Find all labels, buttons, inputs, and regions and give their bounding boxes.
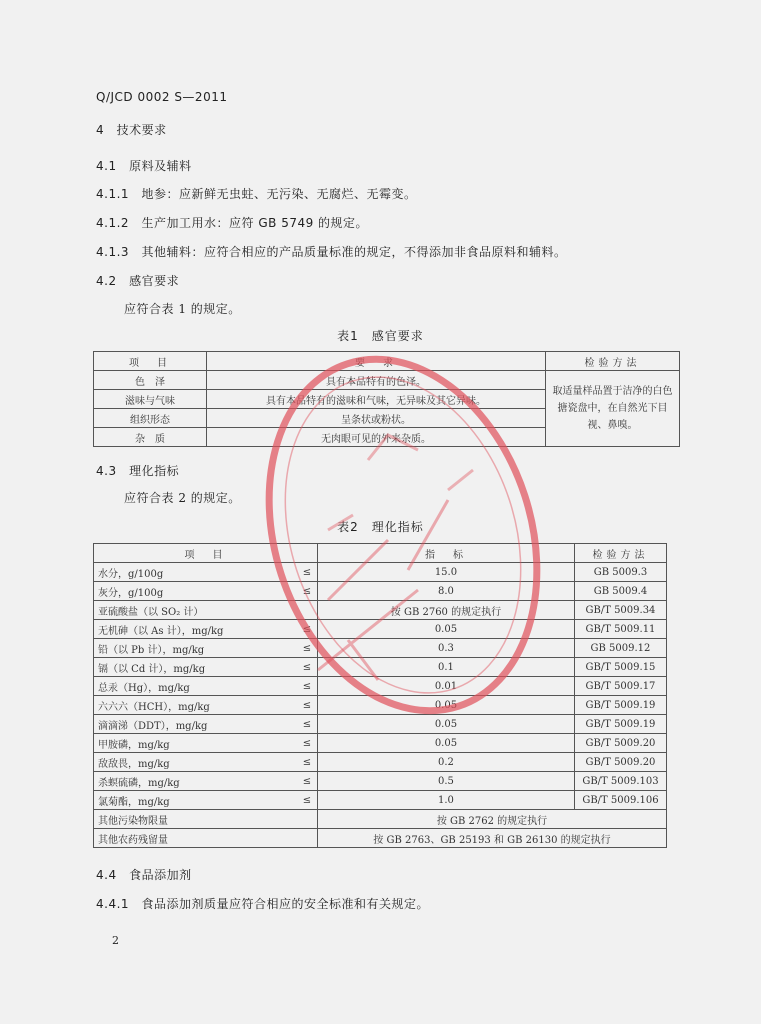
table1-header-item: 项 目 [94,352,207,371]
table2-value: 按 GB 2760 的规定执行 [317,601,574,620]
table1-method: 取适量样品置于洁净的白色搪瓷盘中，在自然光下目视、鼻嗅。 [546,371,680,447]
table2-item: 敌敌畏，mg/kg [94,753,297,772]
table2-value: 0.1 [317,658,574,677]
table2-method: GB/T 5009.15 [574,658,666,677]
table2-value: 0.5 [317,772,574,791]
table2-method: GB 5009.4 [574,582,666,601]
table2-item: 甲胺磷，mg/kg [94,734,297,753]
table2-item: 滴滴涕（DDT），mg/kg [94,715,297,734]
table2-item: 总汞（Hg），mg/kg [94,677,297,696]
table1-sensory [93,351,680,447]
section-4-4-1: 4.4.1 食品添加剂质量应符合相应的安全标准和有关规定。 [96,897,430,911]
table2-item: 铅（以 Pb 计），mg/kg [94,639,297,658]
le-symbol: ≤ [297,753,318,772]
table1-item: 组织形态 [94,409,207,428]
table2-value: 0.3 [317,639,574,658]
table2-method: GB/T 5009.17 [574,677,666,696]
table1-item: 滋味与气味 [94,390,207,409]
section-4-3-text: 应符合表 2 的规定。 [124,491,241,505]
table2-header-item: 项 目 [94,544,318,563]
section-4-3-heading: 4.3 理化指标 [96,464,180,478]
le-symbol: ≤ [297,772,318,791]
table2-header-method: 检验方法 [574,544,666,563]
table2-method: GB/T 5009.106 [574,791,666,810]
section-4-1-heading: 4.1 原料及辅料 [96,159,192,173]
table2-method: GB 5009.3 [574,563,666,582]
table2-value: 1.0 [317,791,574,810]
table1-header-requirement: 要 求 [207,352,546,371]
table2-item: 水分，g/100g [94,563,297,582]
table1-requirement: 呈条状或粉状。 [207,409,546,428]
table2-value: 0.05 [317,715,574,734]
page-number: 2 [112,934,120,947]
table2-item: 镉（以 Cd 计），mg/kg [94,658,297,677]
section-4-1-2: 4.1.2 生产加工用水：应符 GB 5749 的规定。 [96,216,369,230]
doc-code: Q/JCD 0002 S—2011 [96,90,228,104]
le-symbol: ≤ [297,620,318,639]
le-symbol: ≤ [297,715,318,734]
table2-value: 15.0 [317,563,574,582]
le-symbol: ≤ [297,696,318,715]
table2-method: GB/T 5009.11 [574,620,666,639]
table2-value: 按 GB 2763、GB 25193 和 GB 26130 的规定执行 [317,829,666,848]
table2-value: 0.01 [317,677,574,696]
table1-title: 表1 感官要求 [337,329,424,343]
table2-method: GB/T 5009.19 [574,696,666,715]
table2-physicochemical [93,543,667,848]
table2-method: GB/T 5009.20 [574,734,666,753]
table1-header-method: 检验方法 [546,352,680,371]
table2-value: 0.05 [317,734,574,753]
section-4-1-3: 4.1.3 其他辅料：应符合相应的产品质量标准的规定，不得添加非食品原料和辅料。 [96,245,567,259]
table2-item: 亚硫酸盐（以 SO₂ 计） [94,601,297,620]
table2-item: 无机砷（以 As 计），mg/kg [94,620,297,639]
le-symbol: ≤ [297,791,318,810]
section-4-1-1: 4.1.1 地参：应新鲜无虫蛀、无污染、无腐烂、无霉变。 [96,187,417,201]
le-symbol: ≤ [297,658,318,677]
le-symbol: ≤ [297,677,318,696]
table2-value: 8.0 [317,582,574,601]
table2-method: GB/T 5009.20 [574,753,666,772]
table2-item: 六六六（HCH），mg/kg [94,696,297,715]
table2-method: GB/T 5009.19 [574,715,666,734]
table2-value: 0.2 [317,753,574,772]
table1-item: 杂 质 [94,428,207,447]
table2-value: 0.05 [317,620,574,639]
table2-header-index: 指 标 [317,544,574,563]
le-symbol: ≤ [297,734,318,753]
table2-item: 杀螟硫磷，mg/kg [94,772,297,791]
section-4-4-heading: 4.4 食品添加剂 [96,868,192,882]
le-symbol: ≤ [297,639,318,658]
table2-method: GB/T 5009.103 [574,772,666,791]
le-symbol: ≤ [297,582,318,601]
table1-item: 色 泽 [94,371,207,390]
le-symbol: ≤ [297,563,318,582]
table2-title: 表2 理化指标 [337,520,424,534]
table1-requirement: 无肉眼可见的外来杂质。 [207,428,546,447]
section-4-2-heading: 4.2 感官要求 [96,274,180,288]
table2-item: 其他农药残留量 [94,829,318,848]
table2-item: 其他污染物限量 [94,810,318,829]
table1-requirement: 具有本品特有的滋味和气味，无异味及其它异味。 [207,390,546,409]
table2-item: 灰分，g/100g [94,582,297,601]
section-4-heading: 4 技术要求 [96,123,167,137]
table2-value: 0.05 [317,696,574,715]
table2-method: GB 5009.12 [574,639,666,658]
seal-characters-upper [328,435,473,530]
table2-method: GB/T 5009.34 [574,601,666,620]
table2-item: 氯菊酯，mg/kg [94,791,297,810]
table2-value: 按 GB 2762 的规定执行 [317,810,666,829]
section-4-2-text: 应符合表 1 的规定。 [124,302,241,316]
table1-requirement: 具有本品特有的色泽。 [207,371,546,390]
